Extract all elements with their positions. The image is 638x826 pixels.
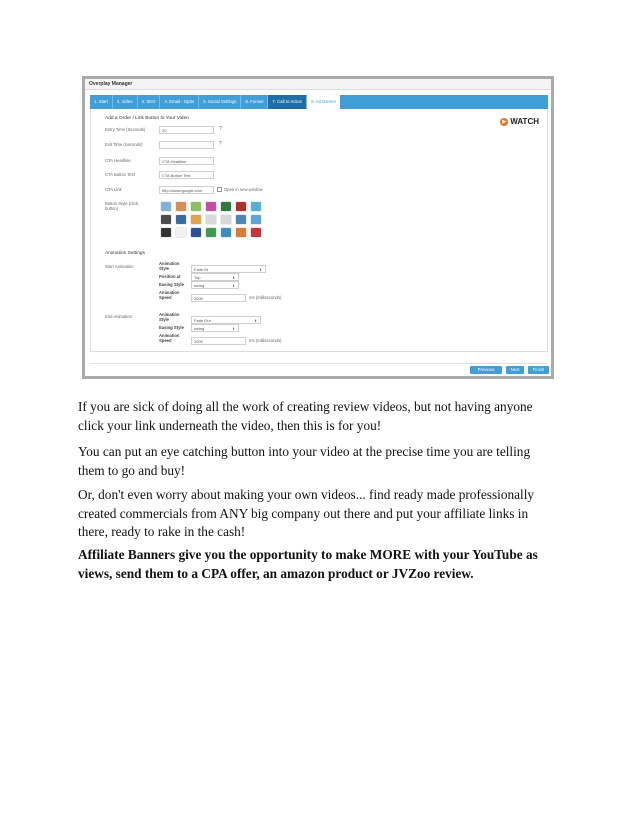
button-style-swatch[interactable] [251,202,261,211]
button-style-swatch[interactable] [206,202,216,211]
tab-start[interactable]: 1. Start [90,95,113,109]
entry-time-label: Entry Time (Seconds) [105,127,146,132]
select-arrow-icon: ⬍ [259,268,262,272]
position-select[interactable]: Top ⬍ [191,273,239,281]
end-style-select[interactable]: Fade Out ⬍ [191,316,261,324]
checkbox[interactable] [217,187,222,192]
button-style-swatch[interactable] [161,228,171,237]
wizard-tabs [90,95,548,109]
select-arrow-icon: ⬍ [254,319,257,323]
paragraph-2: You can put an eye catching button into your video at the precise time you are telling them to go and buy! [78,444,531,478]
start-speed-unit: ms (milliseconds) [249,295,282,300]
end-easing-select[interactable]: swing ⬍ [191,324,239,332]
start-animation-label: Start Animation [105,264,134,269]
start-style-select[interactable]: Fade IN ⬍ [191,265,266,273]
button-style-swatch[interactable] [191,228,201,237]
button-style-swatch[interactable] [251,215,261,224]
button-style-swatch[interactable] [176,215,186,224]
tab-ad-banner[interactable]: 8. Ad Banner [307,95,340,109]
button-style-label: Button Style (click button) [105,201,139,211]
help-icon[interactable]: ? [219,126,222,132]
cta-button-text-input[interactable]: CTA Button Text [159,171,214,179]
tab-funnel[interactable]: 6. Funnel [241,95,268,109]
tab-video[interactable]: 2. Video [113,95,138,109]
end-animation-label: End Animation [105,314,133,319]
button-style-swatch[interactable] [161,215,171,224]
button-style-swatch[interactable] [191,215,201,224]
cta-link-label: CTA Link [105,187,122,192]
paragraph-1: If you are sick of doing all the work of creating review videos, but not having anyone click your link underneath the video, then this is for you! [78,399,533,433]
entry-time-input[interactable]: 20 [159,126,214,134]
start-easing-select[interactable]: swing ⬍ [191,281,239,289]
button-style-swatch[interactable] [236,215,246,224]
select-arrow-icon: ⬍ [232,276,235,280]
start-style-label: Animation Style [159,261,180,271]
end-easing-label: Easing Style [159,325,184,330]
button-style-swatch[interactable] [161,202,171,211]
button-style-swatch[interactable] [221,215,231,224]
button-style-swatch[interactable] [236,228,246,237]
tab-social-settings[interactable]: 5. Social Settings [199,95,241,109]
cta-headline-input[interactable]: CTA Headline [159,157,214,165]
next-button[interactable]: Next [506,366,524,374]
end-style-label: Animation Style [159,312,180,322]
paragraph-3: Or, don't even worry about making your own videos... find ready made professionally created commercials from ANY big company out there and put your affiliate links in there, ready to rake in the cash! [78,487,535,539]
cta-link-input[interactable]: http://www.google.com [159,186,214,194]
end-speed-input[interactable]: 1000 [191,337,246,345]
button-style-swatch[interactable] [206,215,216,224]
start-speed-label: Animation Speed [159,290,180,300]
button-style-swatch[interactable] [176,202,186,211]
start-speed-input[interactable]: 1000 [191,294,246,302]
previous-button[interactable]: Previous [470,366,502,374]
exit-time-label: Exit Time (Seconds) [105,142,143,147]
cta-button-text-label: CTA Button Text [105,172,135,177]
tab-seo[interactable]: 3. SEO [138,95,161,109]
tab-call-to-action[interactable]: 7. Call to Action [268,95,307,109]
tab-email-optin[interactable]: 4. Email - OptIn [160,95,199,109]
overlay-manager-screenshot [82,76,554,379]
position-at-label: Position at [159,274,181,279]
open-new-window-option[interactable]: Open in new window [217,187,263,192]
select-arrow-icon: ⬍ [232,284,235,288]
play-icon: ▶ [500,118,508,126]
animation-settings-title: Animation Settings [105,251,145,256]
watch-logo: ▶ WATCH [500,117,539,126]
button-style-swatch[interactable] [236,202,246,211]
button-style-swatch[interactable] [176,228,186,237]
end-speed-label: Animation Speed [159,333,180,343]
cta-headline-label: CTA Headline [105,158,131,163]
finish-button[interactable]: Finish [528,366,549,374]
button-style-swatch[interactable] [251,228,261,237]
start-easing-label: Easing Style [159,282,184,287]
call-to-action-panel [90,109,548,352]
button-style-swatch[interactable] [221,228,231,237]
button-style-swatch[interactable] [191,202,201,211]
window-title: Overplay Manager [85,79,551,90]
help-icon[interactable]: ? [219,141,222,147]
exit-time-input[interactable] [159,141,214,149]
select-arrow-icon: ⬍ [232,327,235,331]
button-style-swatch[interactable] [206,228,216,237]
button-style-swatch[interactable] [221,202,231,211]
paragraph-4: Affiliate Banners give you the opportunity to make MORE with your YouTube as views, send them to a CPA offer, an amazon product or JVZoo review. [78,547,538,581]
end-speed-unit: ms (milliseconds) [249,338,282,343]
section-title: Add a Order / Link Button to Your Video [105,116,189,121]
